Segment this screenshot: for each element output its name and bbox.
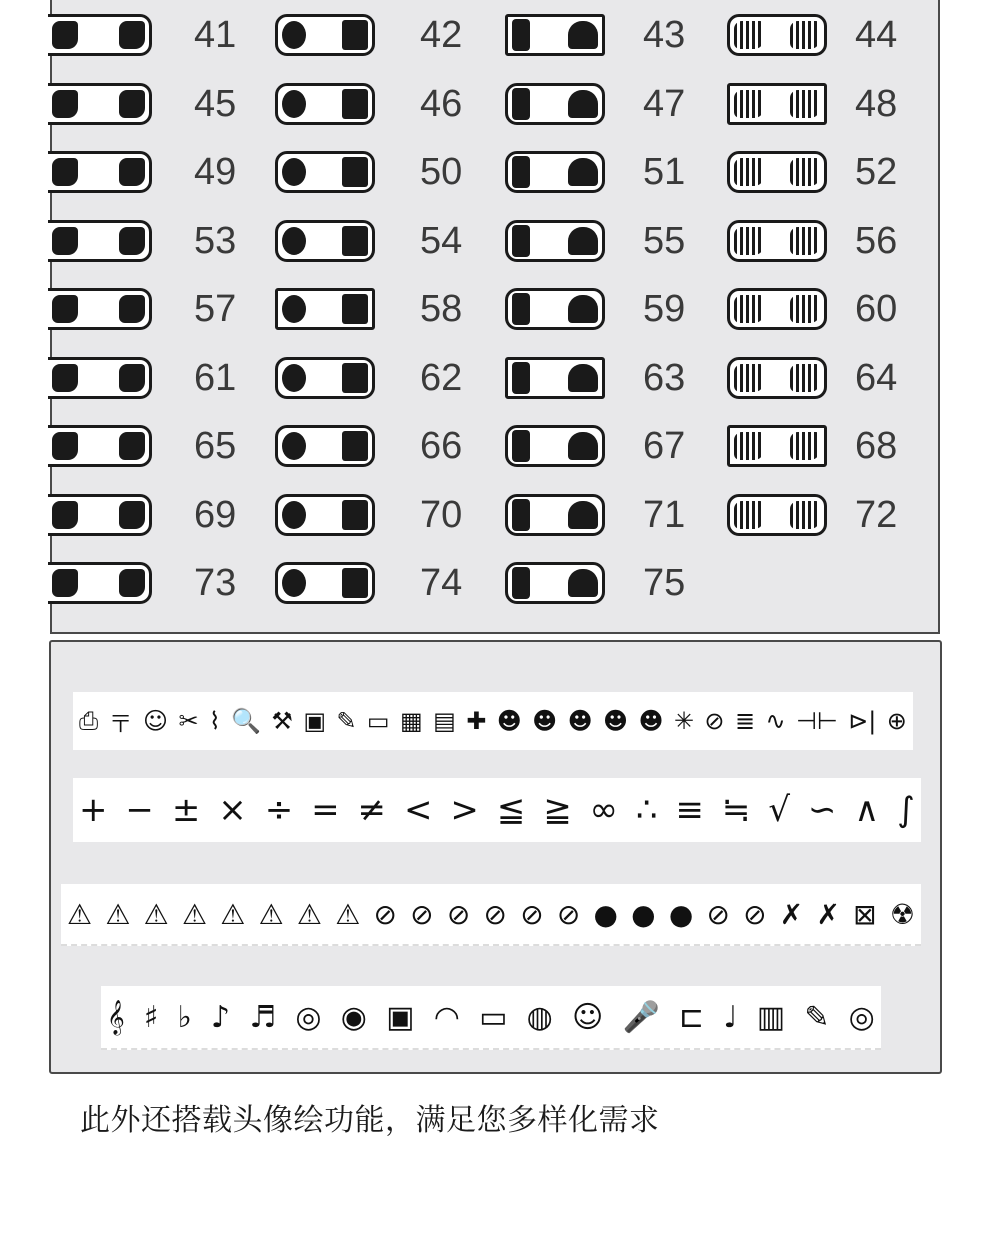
landscape-frame-icon	[505, 562, 605, 604]
office-symbol-icon: ☻	[567, 707, 593, 735]
office-symbol-icon: ⊘	[704, 707, 725, 735]
frame-item	[727, 274, 825, 343]
frame-item	[52, 137, 164, 206]
boy-girl-frame-icon	[727, 357, 827, 399]
math-symbol-icon: ∽	[807, 790, 837, 830]
frame-item	[275, 274, 390, 343]
office-symbol-icon: ☺	[143, 707, 169, 735]
frame-number-cell	[613, 343, 727, 412]
frame-number-cell	[164, 0, 275, 69]
frame-number: 57	[194, 288, 237, 330]
math-symbols-strip	[73, 778, 921, 842]
frame-number-cell	[390, 480, 505, 549]
warning-symbol-icon: ✗	[779, 897, 804, 931]
frame-number-cell	[164, 411, 275, 480]
office-symbol-icon: ⊣⊢	[795, 707, 838, 735]
whale-frame-icon	[727, 14, 827, 56]
math-symbol-icon: ≡	[675, 790, 704, 830]
sakura-dango-frame-icon	[727, 220, 827, 262]
frame-number: 49	[194, 151, 237, 193]
music-symbol-icon: ◉	[340, 999, 367, 1035]
warning-symbol-icon: ⊘	[410, 897, 434, 931]
office-symbol-icon: ▣	[303, 707, 326, 735]
warning-symbol-icon: ⊘	[556, 897, 581, 931]
plaid-frame-icon	[275, 425, 375, 467]
frame-item	[505, 343, 613, 412]
frame-number: 74	[420, 562, 463, 604]
frame-item	[52, 274, 164, 343]
frame-item	[505, 137, 613, 206]
music-symbol-icon: ▣	[386, 999, 415, 1035]
frame-number-cell	[164, 206, 275, 275]
frame-item	[505, 548, 613, 617]
badminton-frame-icon	[275, 14, 375, 56]
music-symbol-icon: ✎	[804, 999, 830, 1035]
frame-number: 41	[194, 14, 237, 56]
warning-symbol-icon: ⊠	[853, 897, 877, 931]
dogs-frame-icon	[275, 151, 375, 193]
frame-number-cell	[613, 548, 727, 617]
frame-number-cell	[825, 0, 938, 69]
warning-symbol-icon: ☢	[889, 897, 915, 931]
baseball-cap-frame-icon	[505, 14, 605, 56]
frame-number: 53	[194, 219, 237, 262]
frame-item	[52, 0, 164, 69]
math-symbol-icon: ≒	[721, 790, 751, 830]
warning-symbol-icon: ⚠	[181, 897, 208, 931]
music-symbol-icon: ◍	[526, 999, 553, 1035]
gates-frame-icon	[48, 494, 152, 536]
office-symbol-icon: ▤	[433, 707, 456, 735]
warning-symbol-icon: ●	[668, 897, 694, 931]
frame-number-cell	[613, 0, 727, 69]
frame-number-cell	[390, 548, 505, 617]
moon-grass-frame-icon	[505, 288, 605, 330]
speakers-frame-icon	[505, 425, 605, 467]
music-symbol-icon: ⊏	[679, 999, 705, 1035]
frame-number-cell	[825, 137, 938, 206]
flower-plug-frame-icon	[275, 220, 375, 262]
frame-item	[727, 343, 825, 412]
frame-item	[275, 137, 390, 206]
frame-number: 59	[643, 288, 686, 330]
frame-number: 56	[855, 219, 898, 262]
rocket-astronaut-frame-icon	[727, 151, 827, 193]
math-symbol-icon: =	[311, 790, 340, 830]
frame-item	[275, 411, 390, 480]
frame-grid	[52, 0, 938, 617]
math-symbol-icon: >	[450, 790, 479, 830]
office-symbol-icon: ✂	[178, 707, 199, 735]
music-symbol-icon: ♬	[249, 999, 277, 1035]
office-symbol-icon: ▭	[366, 707, 390, 735]
frame-number-cell	[390, 411, 505, 480]
frame-number-cell	[390, 69, 505, 138]
frame-item	[52, 548, 164, 617]
office-symbol-icon: ✎	[336, 707, 357, 735]
frame-item	[505, 206, 613, 275]
frame-number: 54	[420, 219, 463, 262]
bus-frame-icon	[505, 151, 605, 193]
rocket-stars-frame-icon	[48, 220, 152, 262]
bird-branch-frame-icon	[505, 220, 605, 262]
warning-symbol-icon: ⚠	[296, 897, 322, 931]
frame-number: 52	[855, 151, 898, 193]
warning-symbol-icon: ●	[631, 897, 656, 931]
math-symbol-icon: √	[768, 790, 790, 830]
frame-item	[505, 0, 613, 69]
frame-number-cell	[390, 343, 505, 412]
child-frame-icon	[48, 357, 152, 399]
office-symbol-icon: 🔍	[231, 707, 261, 735]
office-symbol-icon: ☻	[496, 707, 522, 735]
frame-number: 48	[855, 82, 898, 125]
office-symbol-icon: ✳	[673, 707, 695, 735]
office-symbol-icon: ☻	[603, 707, 629, 735]
math-symbol-icon: ÷	[264, 790, 294, 830]
figure-wave-frame-icon	[48, 288, 152, 330]
frame-item	[505, 411, 613, 480]
frame-number-cell	[825, 343, 938, 412]
frame-item	[275, 548, 390, 617]
frame-number-cell	[390, 137, 505, 206]
face-cat-frame-icon	[275, 357, 375, 399]
frame-number-cell	[825, 411, 938, 480]
warning-symbol-icon: ⚠	[220, 897, 246, 931]
office-symbol-icon: ∿	[765, 707, 786, 735]
warning-symbol-icon: ⊘	[743, 897, 767, 931]
frame-number-cell	[164, 137, 275, 206]
frame-item	[52, 480, 164, 549]
math-symbol-icon: ≠	[357, 790, 387, 830]
warning-symbol-icon: ●	[593, 897, 618, 931]
frame-number: 67	[643, 425, 686, 467]
warning-symbol-icon: ⊘	[520, 897, 544, 931]
frame-item	[275, 343, 390, 412]
frame-item	[727, 206, 825, 275]
frame-number-cell	[390, 0, 505, 69]
frame-number: 43	[643, 14, 686, 56]
math-symbol-icon: +	[79, 790, 108, 830]
warning-symbol-icon: ⊘	[373, 897, 397, 931]
fish-frame-icon	[275, 83, 375, 125]
math-symbol-icon: ∞	[589, 790, 618, 830]
frame-number-cell	[613, 137, 727, 206]
car-bottles-frame-icon	[727, 494, 827, 536]
frame-number: 64	[855, 356, 898, 399]
music-symbol-icon: 𝄞	[107, 999, 125, 1035]
music-symbols-strip	[101, 986, 881, 1050]
math-symbol-icon: ≧	[543, 790, 572, 830]
math-symbol-icon: ×	[218, 790, 247, 830]
frame-item	[727, 411, 825, 480]
cats-curtain-frame-icon	[727, 83, 827, 125]
frame-number: 65	[194, 425, 237, 467]
frame-item	[275, 69, 390, 138]
warning-symbol-icon: ✗	[816, 897, 840, 931]
frame-number: 69	[194, 493, 237, 536]
math-symbol-icon: ∧	[854, 790, 880, 830]
frame-number-cell	[164, 69, 275, 138]
frame-number-cell	[164, 480, 275, 549]
chick-frame-icon	[505, 83, 605, 125]
office-symbol-icon: ⎙	[79, 707, 99, 735]
warning-symbol-icon: ⚠	[143, 897, 169, 931]
math-symbol-icon: ∴	[635, 790, 658, 830]
frame-number: 66	[420, 425, 463, 467]
key-lock-frame-icon	[727, 425, 827, 467]
frame-number-cell	[390, 206, 505, 275]
frame-number: 45	[194, 82, 237, 125]
frame-number-cell	[164, 548, 275, 617]
frame-number: 71	[643, 493, 686, 536]
boy-frame-icon	[505, 357, 605, 399]
office-symbol-icon: ⊕	[886, 707, 907, 735]
frame-number: 62	[420, 356, 463, 399]
dolphins-frame-icon	[48, 83, 152, 125]
warning-symbols-strip	[61, 884, 921, 946]
frame-number-cell	[390, 274, 505, 343]
frame-number-cell	[825, 274, 938, 343]
flowers-star-frame-icon	[275, 288, 375, 330]
frame-number: 44	[855, 14, 898, 56]
frame-number: 73	[194, 562, 237, 604]
music-symbol-icon: ♩	[723, 999, 738, 1035]
math-symbol-icon: ±	[171, 790, 201, 830]
music-symbol-icon: ▭	[479, 999, 508, 1035]
frame-number-cell	[613, 411, 727, 480]
warning-symbol-icon: ⊘	[706, 897, 730, 931]
music-notes-frame-icon	[48, 14, 152, 56]
frame-number: 55	[643, 219, 686, 262]
frame-item	[727, 137, 825, 206]
symbol-catalog-panel	[49, 640, 942, 1074]
caption-text: 此外还搭载头像绘功能，满足您多样化需求	[80, 1103, 660, 1138]
office-symbol-icon: ⌇	[208, 707, 221, 735]
office-symbol-icon: ⚒	[271, 707, 293, 735]
frame-number-cell	[613, 274, 727, 343]
office-symbols-strip	[73, 692, 913, 750]
frame-number: 75	[643, 562, 686, 604]
office-symbol-icon: ▦	[400, 707, 423, 735]
music-symbol-icon: ♪	[210, 999, 231, 1035]
frame-item	[52, 411, 164, 480]
frame-number-cell	[613, 480, 727, 549]
face-leaves-frame-icon	[727, 288, 827, 330]
dustpan-broom-frame-icon	[275, 494, 375, 536]
frame-number-cell	[164, 274, 275, 343]
girl-dog-frame-icon	[48, 151, 152, 193]
warning-symbol-icon: ⊘	[446, 897, 471, 931]
music-symbol-icon: ◎	[848, 999, 875, 1035]
music-symbol-icon: 🎤	[622, 999, 660, 1035]
frame-number-cell	[613, 69, 727, 138]
frame-number: 72	[855, 493, 898, 536]
music-symbol-icon: ♯	[143, 999, 159, 1035]
office-symbol-icon: ≣	[734, 707, 756, 735]
warning-symbol-icon: ⚠	[105, 897, 131, 931]
frame-number: 60	[855, 288, 898, 330]
music-symbol-icon: ◎	[295, 999, 322, 1035]
apron-plant-frame-icon	[505, 494, 605, 536]
frame-number-cell	[613, 206, 727, 275]
music-symbol-icon: ♭	[177, 999, 192, 1035]
frame-item	[727, 69, 825, 138]
frame-item	[727, 0, 825, 69]
frame-number-cell	[825, 480, 938, 549]
office-symbol-icon: ☻	[532, 707, 558, 735]
balloons-frame-icon	[48, 425, 152, 467]
warning-symbol-icon: ⚠	[67, 897, 93, 931]
frame-number: 50	[420, 151, 463, 193]
frame-item	[727, 480, 825, 549]
frame-number: 46	[420, 82, 463, 125]
frame-number-cell	[825, 206, 938, 275]
frame-number: 47	[643, 82, 686, 125]
warning-symbol-icon: ⚠	[258, 897, 284, 931]
city-night-frame-icon	[275, 562, 375, 604]
flower-house-frame-icon	[48, 562, 152, 604]
music-symbol-icon: ▥	[756, 999, 786, 1035]
math-symbol-icon: ≦	[496, 790, 526, 830]
frame-number: 68	[855, 425, 898, 467]
frame-item	[505, 69, 613, 138]
math-symbol-icon: −	[125, 790, 154, 830]
music-symbol-icon: ☺	[572, 999, 604, 1035]
office-symbol-icon: 〒	[108, 709, 133, 738]
math-symbol-icon: ∫	[897, 790, 915, 830]
frame-item	[505, 274, 613, 343]
music-symbol-icon: ◠	[433, 999, 460, 1035]
warning-symbol-icon: ⚠	[335, 897, 361, 931]
frame-number: 70	[420, 493, 463, 536]
frame-number: 58	[420, 288, 463, 330]
frame-catalog-panel	[50, 0, 940, 634]
frame-item	[505, 480, 613, 549]
frame-item	[52, 69, 164, 138]
office-symbol-icon: ☻	[638, 707, 664, 735]
math-symbol-icon: <	[403, 790, 433, 830]
office-symbol-icon: ⊳|	[848, 707, 877, 735]
office-symbol-icon: ✚	[466, 707, 487, 735]
frame-number: 63	[643, 356, 686, 399]
frame-number-cell	[825, 69, 938, 138]
frame-number: 42	[420, 14, 463, 56]
frame-number-cell	[164, 343, 275, 412]
warning-symbol-icon: ⊘	[483, 897, 507, 931]
frame-item	[52, 343, 164, 412]
frame-number: 51	[643, 151, 686, 193]
frame-number: 61	[194, 356, 237, 399]
frame-item	[275, 480, 390, 549]
frame-item	[275, 0, 390, 69]
frame-item	[275, 206, 390, 275]
frame-item	[52, 206, 164, 275]
